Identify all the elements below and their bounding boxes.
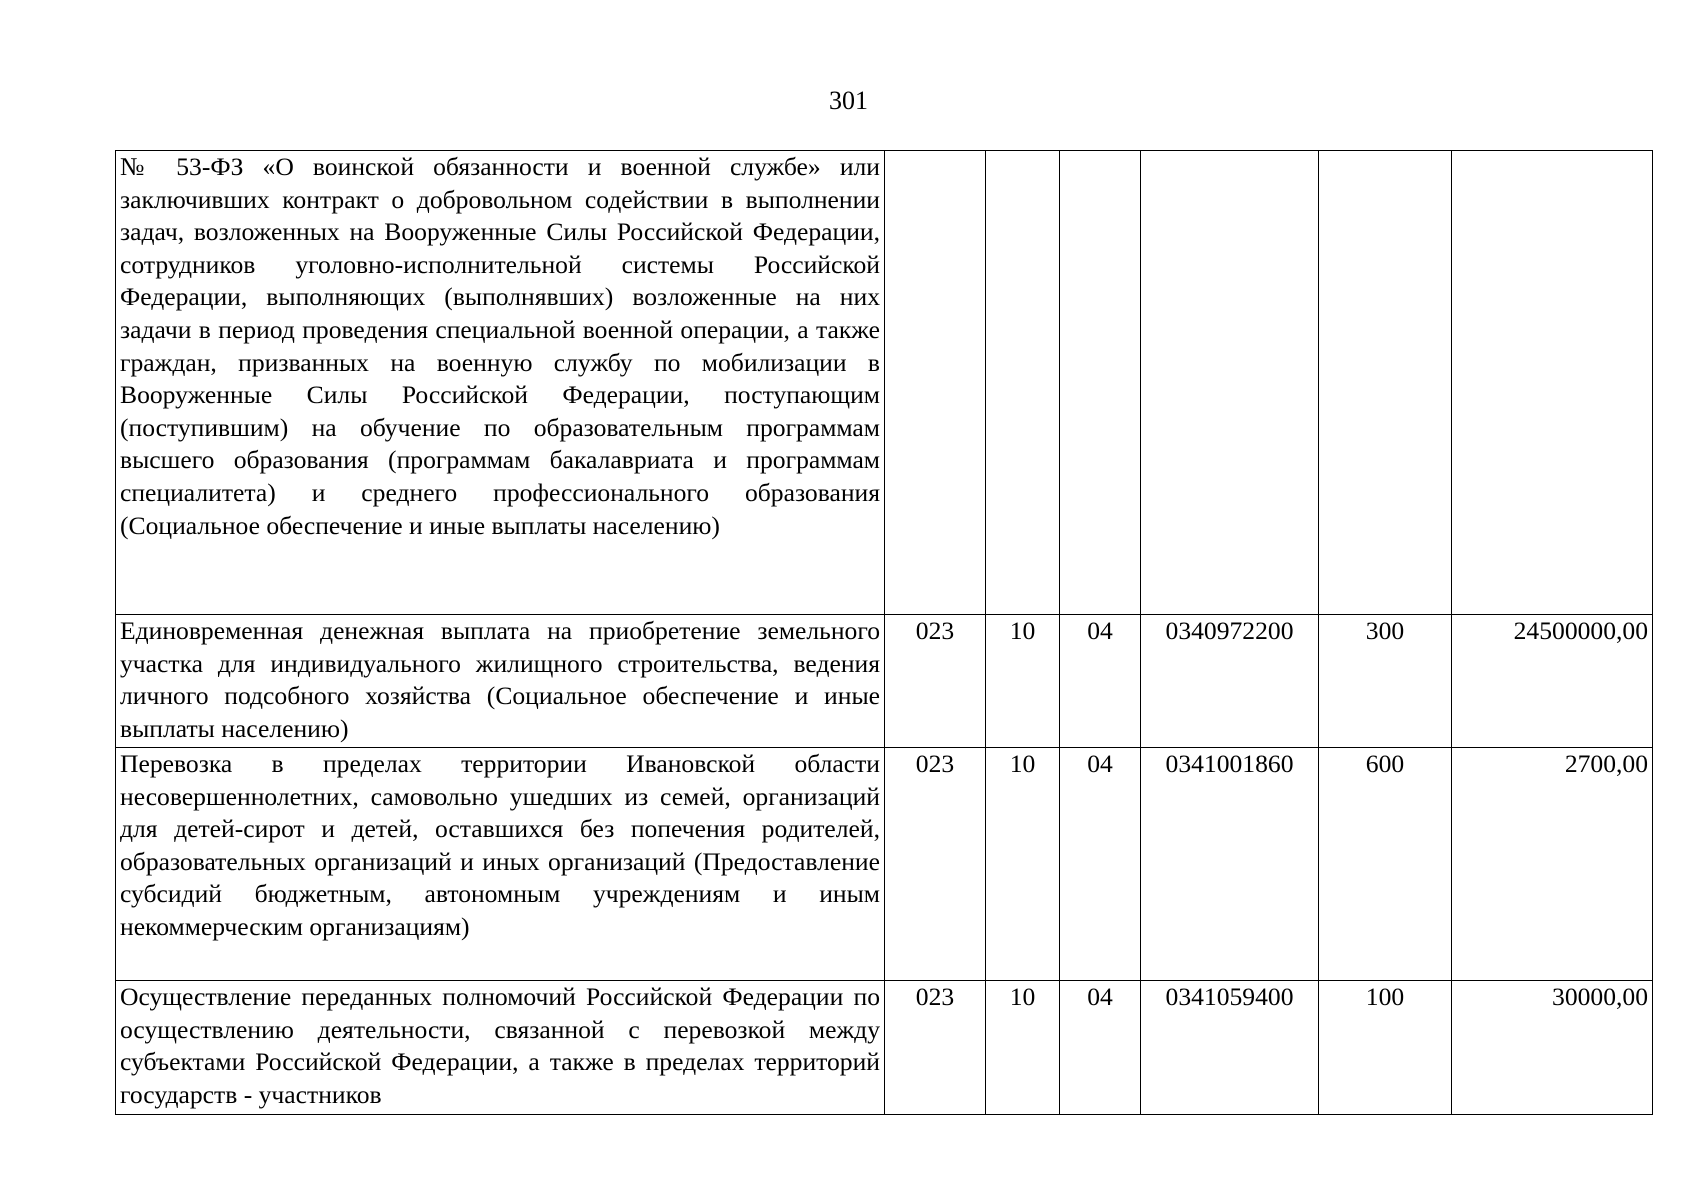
expense-type-code: 600 <box>1319 748 1452 981</box>
budget-table <box>115 150 1653 1115</box>
section-code: 10 <box>986 981 1060 1115</box>
expense-type-code: 100 <box>1319 981 1452 1115</box>
target-article-code: 0341001860 <box>1141 748 1319 981</box>
target-article-code <box>1141 151 1319 615</box>
subsection-code: 04 <box>1060 615 1141 748</box>
ministry-code: 023 <box>885 615 986 748</box>
row-description: Осуществление переданных полномочий Российской Федерации по осуществлению деятельности, связанной с перевозкой между субъектами Российской Федерации, а также в пределах территорий государств - участников <box>116 981 885 1115</box>
table-row <box>116 748 1653 981</box>
page-number: 301 <box>829 86 868 115</box>
section-code <box>986 151 1060 615</box>
ministry-code: 023 <box>885 748 986 981</box>
row-description: Перевозка в пределах территории Ивановской области несовершеннолетних, самовольно ушедших из семей, организаций для детей-сирот и детей, оставшихся без попечения родителей, образовательных организаций и иных организаций (Предоставление субсидий бюджетным, автономным учреждениям и иным некоммерческим организациям) <box>116 748 885 981</box>
subsection-code: 04 <box>1060 981 1141 1115</box>
table-row <box>116 151 1653 615</box>
expense-type-code <box>1319 151 1452 615</box>
row-description: № 53-ФЗ «О воинской обязанности и военной службе» или заключивших контракт о добровольном содействии в выполнении задач, возложенных на Вооруженные Силы Российской Федерации, сотрудников уголовно-исполнительной системы Российской Федерации, выполняющих (выполнявших) возложенные на них задачи в период проведения специальной военной операции, а также граждан, призванных на военную службу по мобилизации в Вооруженные Силы Российской Федерации, поступающим (поступившим) на обучение по образовательным программам высшего образования (программам бакалавриата и программам специалитета) и среднего профессионального образования (Социальное обеспечение и иные выплаты населению) <box>116 151 885 615</box>
target-article-code: 0340972200 <box>1141 615 1319 748</box>
subsection-code: 04 <box>1060 748 1141 981</box>
ministry-code <box>885 151 986 615</box>
amount: 2700,00 <box>1452 748 1653 981</box>
table-row <box>116 981 1653 1115</box>
table-row <box>116 615 1653 748</box>
section-code: 10 <box>986 748 1060 981</box>
subsection-code <box>1060 151 1141 615</box>
amount: 30000,00 <box>1452 981 1653 1115</box>
row-description: Единовременная денежная выплата на приобретение земельного участка для индивидуального жилищного строительства, ведения личного подсобного хозяйства (Социальное обеспечение и иные выплаты населению) <box>116 615 885 748</box>
section-code: 10 <box>986 615 1060 748</box>
amount: 24500000,00 <box>1452 615 1653 748</box>
target-article-code: 0341059400 <box>1141 981 1319 1115</box>
amount <box>1452 151 1653 615</box>
ministry-code: 023 <box>885 981 986 1115</box>
expense-type-code: 300 <box>1319 615 1452 748</box>
